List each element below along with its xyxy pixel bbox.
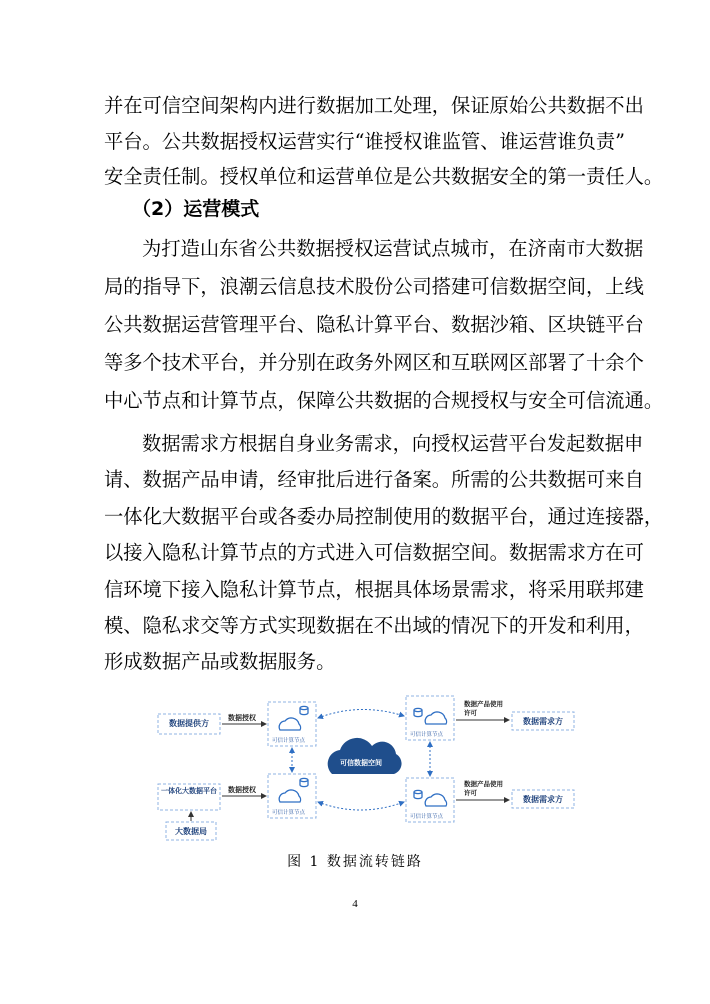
page-number: 4 [352, 898, 358, 910]
integrated-platform-label: 一体化大数据平台 [161, 787, 217, 795]
provider-label: 数据提供方 [169, 719, 209, 728]
paragraph-line: 平台。公共数据授权运营实行“谁授权谁监管、谁运营谁负责” [104, 130, 626, 153]
paragraph-line: 安全责任制。授权单位和运营单位是公共数据安全的第一责任人。 [104, 165, 664, 188]
data-flow-diagram [154, 688, 584, 848]
paragraph-line: 等多个技术平台，并分别在政务外网区和互联网区部署了十余个 [104, 351, 644, 374]
paragraph-line: 数据需求方根据自身业务需求，向授权运营平台发起数据申 [142, 432, 644, 455]
paragraph-line: 一体化大数据平台或各委办局控制使用的数据平台，通过连接器， [104, 505, 664, 528]
paragraph-line: 形成数据产品或数据服务。 [104, 650, 336, 673]
paragraph-line: 请、数据产品申请，经审批后进行备案。所需的公共数据可来自 [104, 468, 644, 491]
paragraph-line: 以接入隐私计算节点的方式进入可信数据空间。数据需求方在可 [104, 541, 644, 564]
node-label: 可信计算节点 [272, 738, 306, 744]
node-label: 可信计算节点 [410, 814, 444, 820]
paragraph-line: 公共数据运营管理平台、隐私计算平台、数据沙箱、区块链平台 [104, 313, 644, 336]
authorize-label: 数据授权 [228, 786, 256, 794]
cloud-node-icon [279, 706, 308, 730]
demand-label: 数据需求方 [523, 795, 563, 804]
node-label: 可信计算节点 [272, 810, 306, 816]
paragraph-line: 局的指导下，浪潮云信息技术股份公司搭建可信数据空间，上线 [104, 275, 644, 298]
authorize-label: 数据授权 [228, 714, 256, 722]
bureau-label: 大数据局 [175, 827, 207, 836]
figure-caption: 图 1 数据流转链路 [287, 854, 423, 870]
license-label: 数据产品使用许可 [464, 700, 503, 717]
paragraph-line: 并在可信空间架构内进行数据加工处理，保证原始公共数据不出 [104, 94, 644, 117]
cloud-node-icon [414, 708, 447, 724]
node-label: 可信计算节点 [410, 732, 444, 738]
trusted-space-cloud-icon [328, 738, 402, 774]
paragraph-line: 模、隐私求交等方式实现数据在不出域的情况下的开发和利用， [104, 614, 644, 637]
trusted-space-label: 可信数据空间 [340, 759, 382, 767]
license-label: 数据产品使用许可 [464, 780, 503, 797]
cloud-node-icon [279, 778, 308, 802]
cloud-node-icon [414, 790, 447, 806]
paragraph-line: 中心节点和计算节点，保障公共数据的合规授权与安全可信流通。 [104, 389, 664, 412]
paragraph-line: 为打造山东省公共数据授权运营试点城市，在济南市大数据 [142, 237, 644, 260]
paragraph-line: 信环境下接入隐私计算节点，根据具体场景需求，将采用联邦建 [104, 578, 644, 601]
section-heading: （2）运营模式 [132, 198, 260, 220]
demand-label: 数据需求方 [523, 717, 563, 726]
